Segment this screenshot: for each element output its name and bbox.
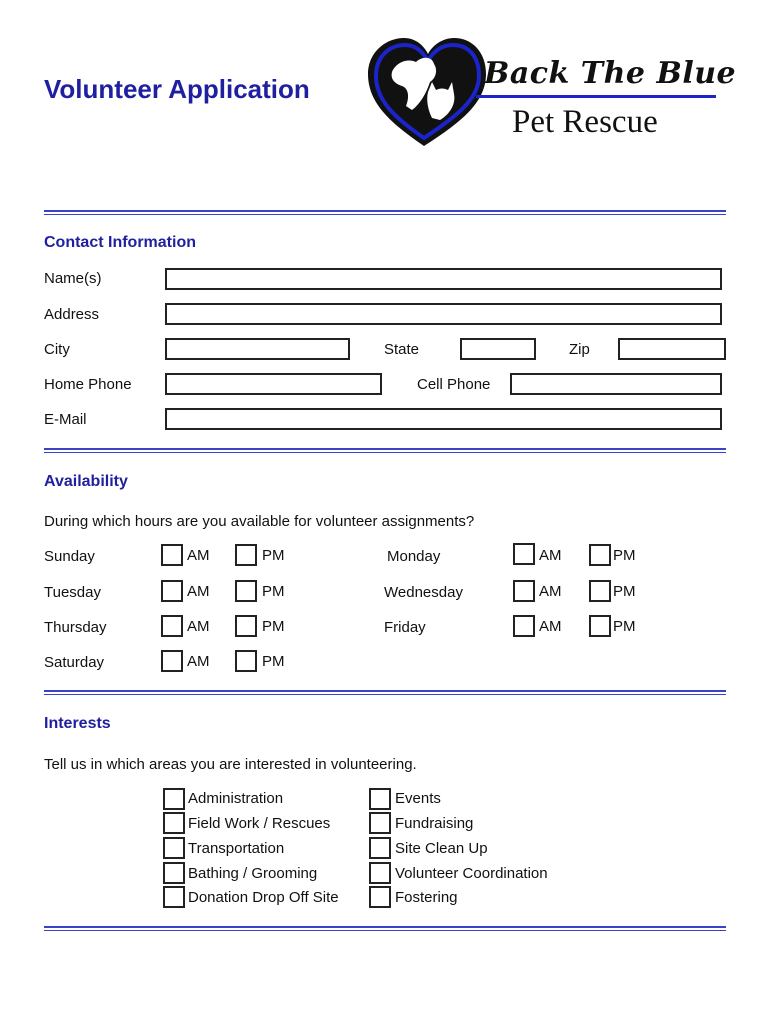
monday-pm-checkbox[interactable] bbox=[589, 544, 611, 566]
interest-label: Bathing / Grooming bbox=[188, 865, 318, 882]
pm-label: PM bbox=[613, 547, 636, 564]
thursday-pm-checkbox[interactable] bbox=[235, 615, 257, 637]
day-label: Wednesday bbox=[384, 584, 463, 601]
home-phone-label: Home Phone bbox=[44, 376, 132, 393]
saturday-pm-checkbox[interactable] bbox=[235, 650, 257, 672]
zip-label: Zip bbox=[569, 341, 590, 358]
am-label: AM bbox=[539, 618, 562, 635]
volunteer-coordination-checkbox[interactable] bbox=[369, 862, 391, 884]
monday-am-checkbox[interactable] bbox=[513, 543, 535, 565]
wednesday-am-checkbox[interactable] bbox=[513, 580, 535, 602]
state-label: State bbox=[384, 341, 420, 358]
interest-label: Site Clean Up bbox=[395, 840, 488, 857]
am-label: AM bbox=[187, 653, 210, 670]
transportation-checkbox[interactable] bbox=[163, 837, 185, 859]
section-divider bbox=[44, 210, 726, 215]
am-label: AM bbox=[539, 583, 562, 600]
email-field[interactable] bbox=[165, 408, 722, 430]
pm-label: PM bbox=[613, 583, 636, 600]
logo-underline bbox=[476, 95, 716, 98]
donation-drop-off-checkbox[interactable] bbox=[163, 886, 185, 908]
site-clean-up-checkbox[interactable] bbox=[369, 837, 391, 859]
pm-label: PM bbox=[262, 583, 285, 600]
thursday-am-checkbox[interactable] bbox=[161, 615, 183, 637]
pm-label: PM bbox=[262, 547, 285, 564]
contact-heading: Contact Information bbox=[44, 234, 196, 251]
tuesday-pm-checkbox[interactable] bbox=[235, 580, 257, 602]
interest-label: Fundraising bbox=[395, 815, 474, 832]
email-label: E-Mail bbox=[44, 411, 87, 428]
field-work-checkbox[interactable] bbox=[163, 812, 185, 834]
day-label: Thursday bbox=[44, 619, 107, 636]
logo-text-pet-rescue: Pet Rescue bbox=[512, 104, 658, 140]
cell-phone-field[interactable] bbox=[510, 373, 722, 395]
day-label: Tuesday bbox=[44, 584, 101, 601]
interest-label: Donation Drop Off Site bbox=[188, 889, 339, 906]
wednesday-pm-checkbox[interactable] bbox=[589, 580, 611, 602]
names-field[interactable] bbox=[165, 268, 722, 290]
interest-label: Events bbox=[395, 790, 441, 807]
address-field[interactable] bbox=[165, 303, 722, 325]
section-divider bbox=[44, 448, 726, 453]
day-label: Monday bbox=[387, 548, 441, 565]
events-checkbox[interactable] bbox=[369, 788, 391, 810]
saturday-am-checkbox[interactable] bbox=[161, 650, 183, 672]
names-label: Name(s) bbox=[44, 270, 102, 287]
city-field[interactable] bbox=[165, 338, 350, 360]
tuesday-am-checkbox[interactable] bbox=[161, 580, 183, 602]
availability-question: During which hours are you available for volunteer assignments? bbox=[44, 513, 475, 530]
home-phone-field[interactable] bbox=[165, 373, 382, 395]
sunday-pm-checkbox[interactable] bbox=[235, 544, 257, 566]
day-label: Sunday bbox=[44, 548, 95, 565]
am-label: AM bbox=[539, 547, 562, 564]
pm-label: PM bbox=[262, 653, 285, 670]
am-label: AM bbox=[187, 547, 210, 564]
interest-label: Administration bbox=[188, 790, 284, 807]
state-field[interactable] bbox=[460, 338, 536, 360]
interest-label: Transportation bbox=[188, 840, 285, 857]
bathing-grooming-checkbox[interactable] bbox=[163, 862, 185, 884]
friday-pm-checkbox[interactable] bbox=[589, 615, 611, 637]
logo-text-back-the-blue: Back The Blue bbox=[484, 56, 737, 91]
interests-heading: Interests bbox=[44, 715, 111, 732]
sunday-am-checkbox[interactable] bbox=[161, 544, 183, 566]
pm-label: PM bbox=[262, 618, 285, 635]
friday-am-checkbox[interactable] bbox=[513, 615, 535, 637]
am-label: AM bbox=[187, 618, 210, 635]
interest-label: Fostering bbox=[395, 889, 458, 906]
page-title: Volunteer Application bbox=[44, 74, 310, 104]
day-label: Friday bbox=[384, 619, 426, 636]
administration-checkbox[interactable] bbox=[163, 788, 185, 810]
interest-label: Volunteer Coordination bbox=[395, 865, 548, 882]
day-label: Saturday bbox=[44, 654, 105, 671]
fostering-checkbox[interactable] bbox=[369, 886, 391, 908]
address-label: Address bbox=[44, 306, 100, 323]
am-label: AM bbox=[187, 583, 210, 600]
cell-phone-label: Cell Phone bbox=[417, 376, 491, 393]
interest-label: Field Work / Rescues bbox=[188, 815, 331, 832]
pm-label: PM bbox=[613, 618, 636, 635]
fundraising-checkbox[interactable] bbox=[369, 812, 391, 834]
section-divider bbox=[44, 926, 726, 931]
availability-heading: Availability bbox=[44, 473, 128, 490]
city-label: City bbox=[44, 341, 70, 358]
section-divider bbox=[44, 690, 726, 695]
interests-prompt: Tell us in which areas you are interested in volunteering. bbox=[44, 756, 417, 773]
zip-field[interactable] bbox=[618, 338, 726, 360]
